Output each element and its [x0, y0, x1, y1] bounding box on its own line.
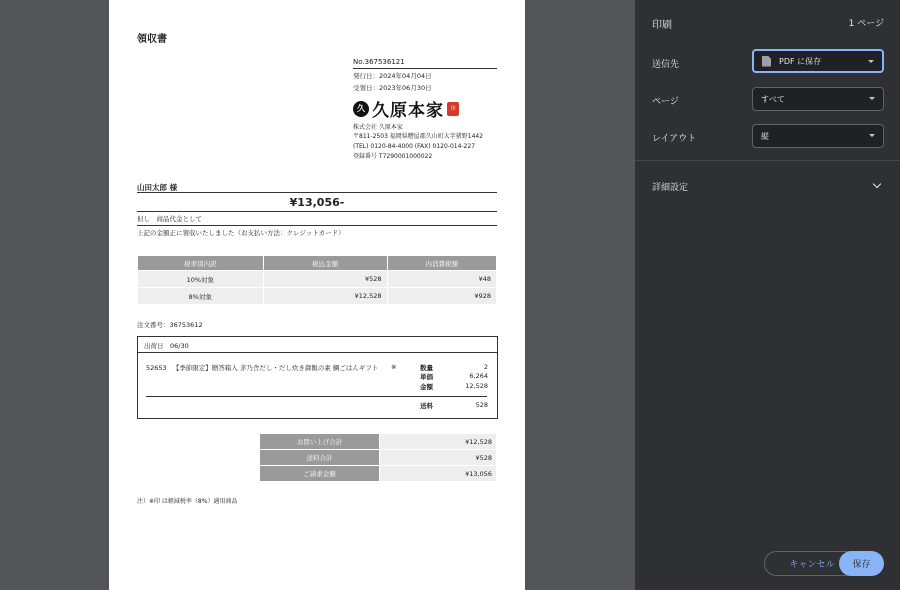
received-date: 受領日：2023年06月30日: [353, 84, 432, 92]
issue-date: 発行日：2024年04月04日: [353, 72, 432, 80]
footnote: 注）※印 は軽減税率（8%）適用商品: [137, 498, 238, 505]
print-title: 印刷: [652, 20, 672, 31]
logo-mark: 久: [353, 101, 369, 117]
summary-value: ¥13,056: [380, 466, 497, 482]
table-row: [260, 434, 497, 450]
caret-down-icon: [869, 134, 875, 137]
layout-value: 縦: [761, 131, 769, 141]
unit-price-label: 単価: [420, 373, 433, 381]
tax-total-cell: ¥12,528: [263, 288, 387, 305]
registration-number: 登録番号 T7290001000022: [353, 153, 433, 160]
reduced-tax-mark: ※: [391, 363, 397, 371]
qty-row: [420, 363, 488, 372]
line-amount-label: 金額: [420, 383, 433, 391]
item-line: [146, 363, 378, 372]
unit-price-row: [420, 372, 488, 381]
company-logo: [353, 96, 459, 121]
summary-label: 送料合計: [260, 450, 380, 466]
receipt-number: No.367536121: [353, 58, 497, 69]
save-button[interactable]: 保存: [839, 551, 884, 576]
ship-date: 出荷日 06/30: [144, 342, 189, 350]
summary-value: ¥12,528: [380, 434, 497, 450]
tax-header-rate: 税率別内訳: [138, 256, 264, 271]
item-name: 【季節限定】贈答箱入 茅乃舎だし・だし炊き御飯の素 鯛ごはんギフト: [172, 364, 379, 372]
caret-down-icon: [868, 60, 874, 63]
layout-label: レイアウト: [652, 134, 697, 144]
pages-select[interactable]: [752, 87, 884, 111]
caret-down-icon: [869, 97, 875, 100]
table-row: [260, 450, 497, 466]
destination-select[interactable]: [752, 49, 884, 73]
order-detail-box: [137, 336, 498, 419]
destination-value: PDF に保存: [779, 56, 822, 66]
tax-header-tax: 内消費税額: [387, 256, 497, 271]
logo-seal: 印: [447, 102, 459, 116]
tax-header-total: 税込金額: [263, 256, 387, 271]
document-icon: [762, 56, 771, 67]
cancel-button[interactable]: キャンセル: [764, 551, 860, 576]
divider: [137, 211, 497, 212]
company-phone: (TEL) 0120-84-4000 (FAX) 0120-014-227: [353, 143, 476, 150]
summary-value: ¥528: [380, 450, 497, 466]
pages-label: ページ: [652, 97, 679, 107]
summary-label: お買い上げ合計: [260, 434, 380, 450]
shipping-label: 送料: [420, 402, 433, 410]
order-number: 注文番号：36753612: [137, 321, 203, 329]
tax-rate-cell: 8%対象: [138, 288, 264, 305]
proviso: 但し 商品代金として: [137, 215, 202, 223]
receipt-page: [109, 0, 525, 590]
divider: [137, 225, 497, 226]
company-address: 〒811-2503 福岡県糟屋郡久山町大字猪野1442: [353, 133, 484, 140]
divider: [146, 396, 487, 397]
table-row: [138, 288, 497, 305]
logo-text: 久原本家: [372, 101, 444, 121]
receipt-amount: ¥13,056-: [289, 196, 345, 209]
line-amount-row: [420, 382, 488, 391]
qty-value: 2: [483, 363, 488, 371]
line-amount-value: 12,528: [465, 382, 488, 390]
table-row: [260, 466, 497, 482]
qty-label: 数量: [420, 364, 433, 372]
unit-price-value: 6,264: [469, 372, 488, 380]
table-row: [138, 271, 497, 288]
summary-table: [259, 433, 497, 482]
receipt-title: 領収書: [137, 34, 167, 45]
destination-label: 送信先: [652, 60, 680, 70]
shipping-value: 528: [475, 401, 488, 409]
print-settings-panel: [635, 0, 900, 590]
divider: [635, 160, 900, 161]
pages-value: すべて: [761, 94, 785, 104]
received-note: 上記の金額正に領収いたしました（お支払い方法：クレジットカード）: [137, 229, 345, 237]
divider: [138, 352, 497, 353]
item-code: 52653: [146, 364, 167, 372]
company-name: 株式会社 久原本家: [353, 124, 403, 131]
advanced-settings-toggle[interactable]: 詳細設定: [652, 183, 689, 193]
tax-breakdown-table: [137, 255, 497, 305]
chevron-down-icon[interactable]: [873, 180, 881, 188]
layout-select[interactable]: [752, 124, 884, 148]
shipping-row: [420, 401, 488, 410]
divider: [137, 192, 497, 193]
page-count: 1 ページ: [848, 19, 884, 29]
summary-label: ご請求金額: [260, 466, 380, 482]
tax-amount-cell: ¥48: [387, 271, 497, 288]
customer-name: 山田太郎 様: [137, 183, 178, 192]
tax-rate-cell: 10%対象: [138, 271, 264, 288]
tax-total-cell: ¥528: [263, 271, 387, 288]
tax-amount-cell: ¥928: [387, 288, 497, 305]
